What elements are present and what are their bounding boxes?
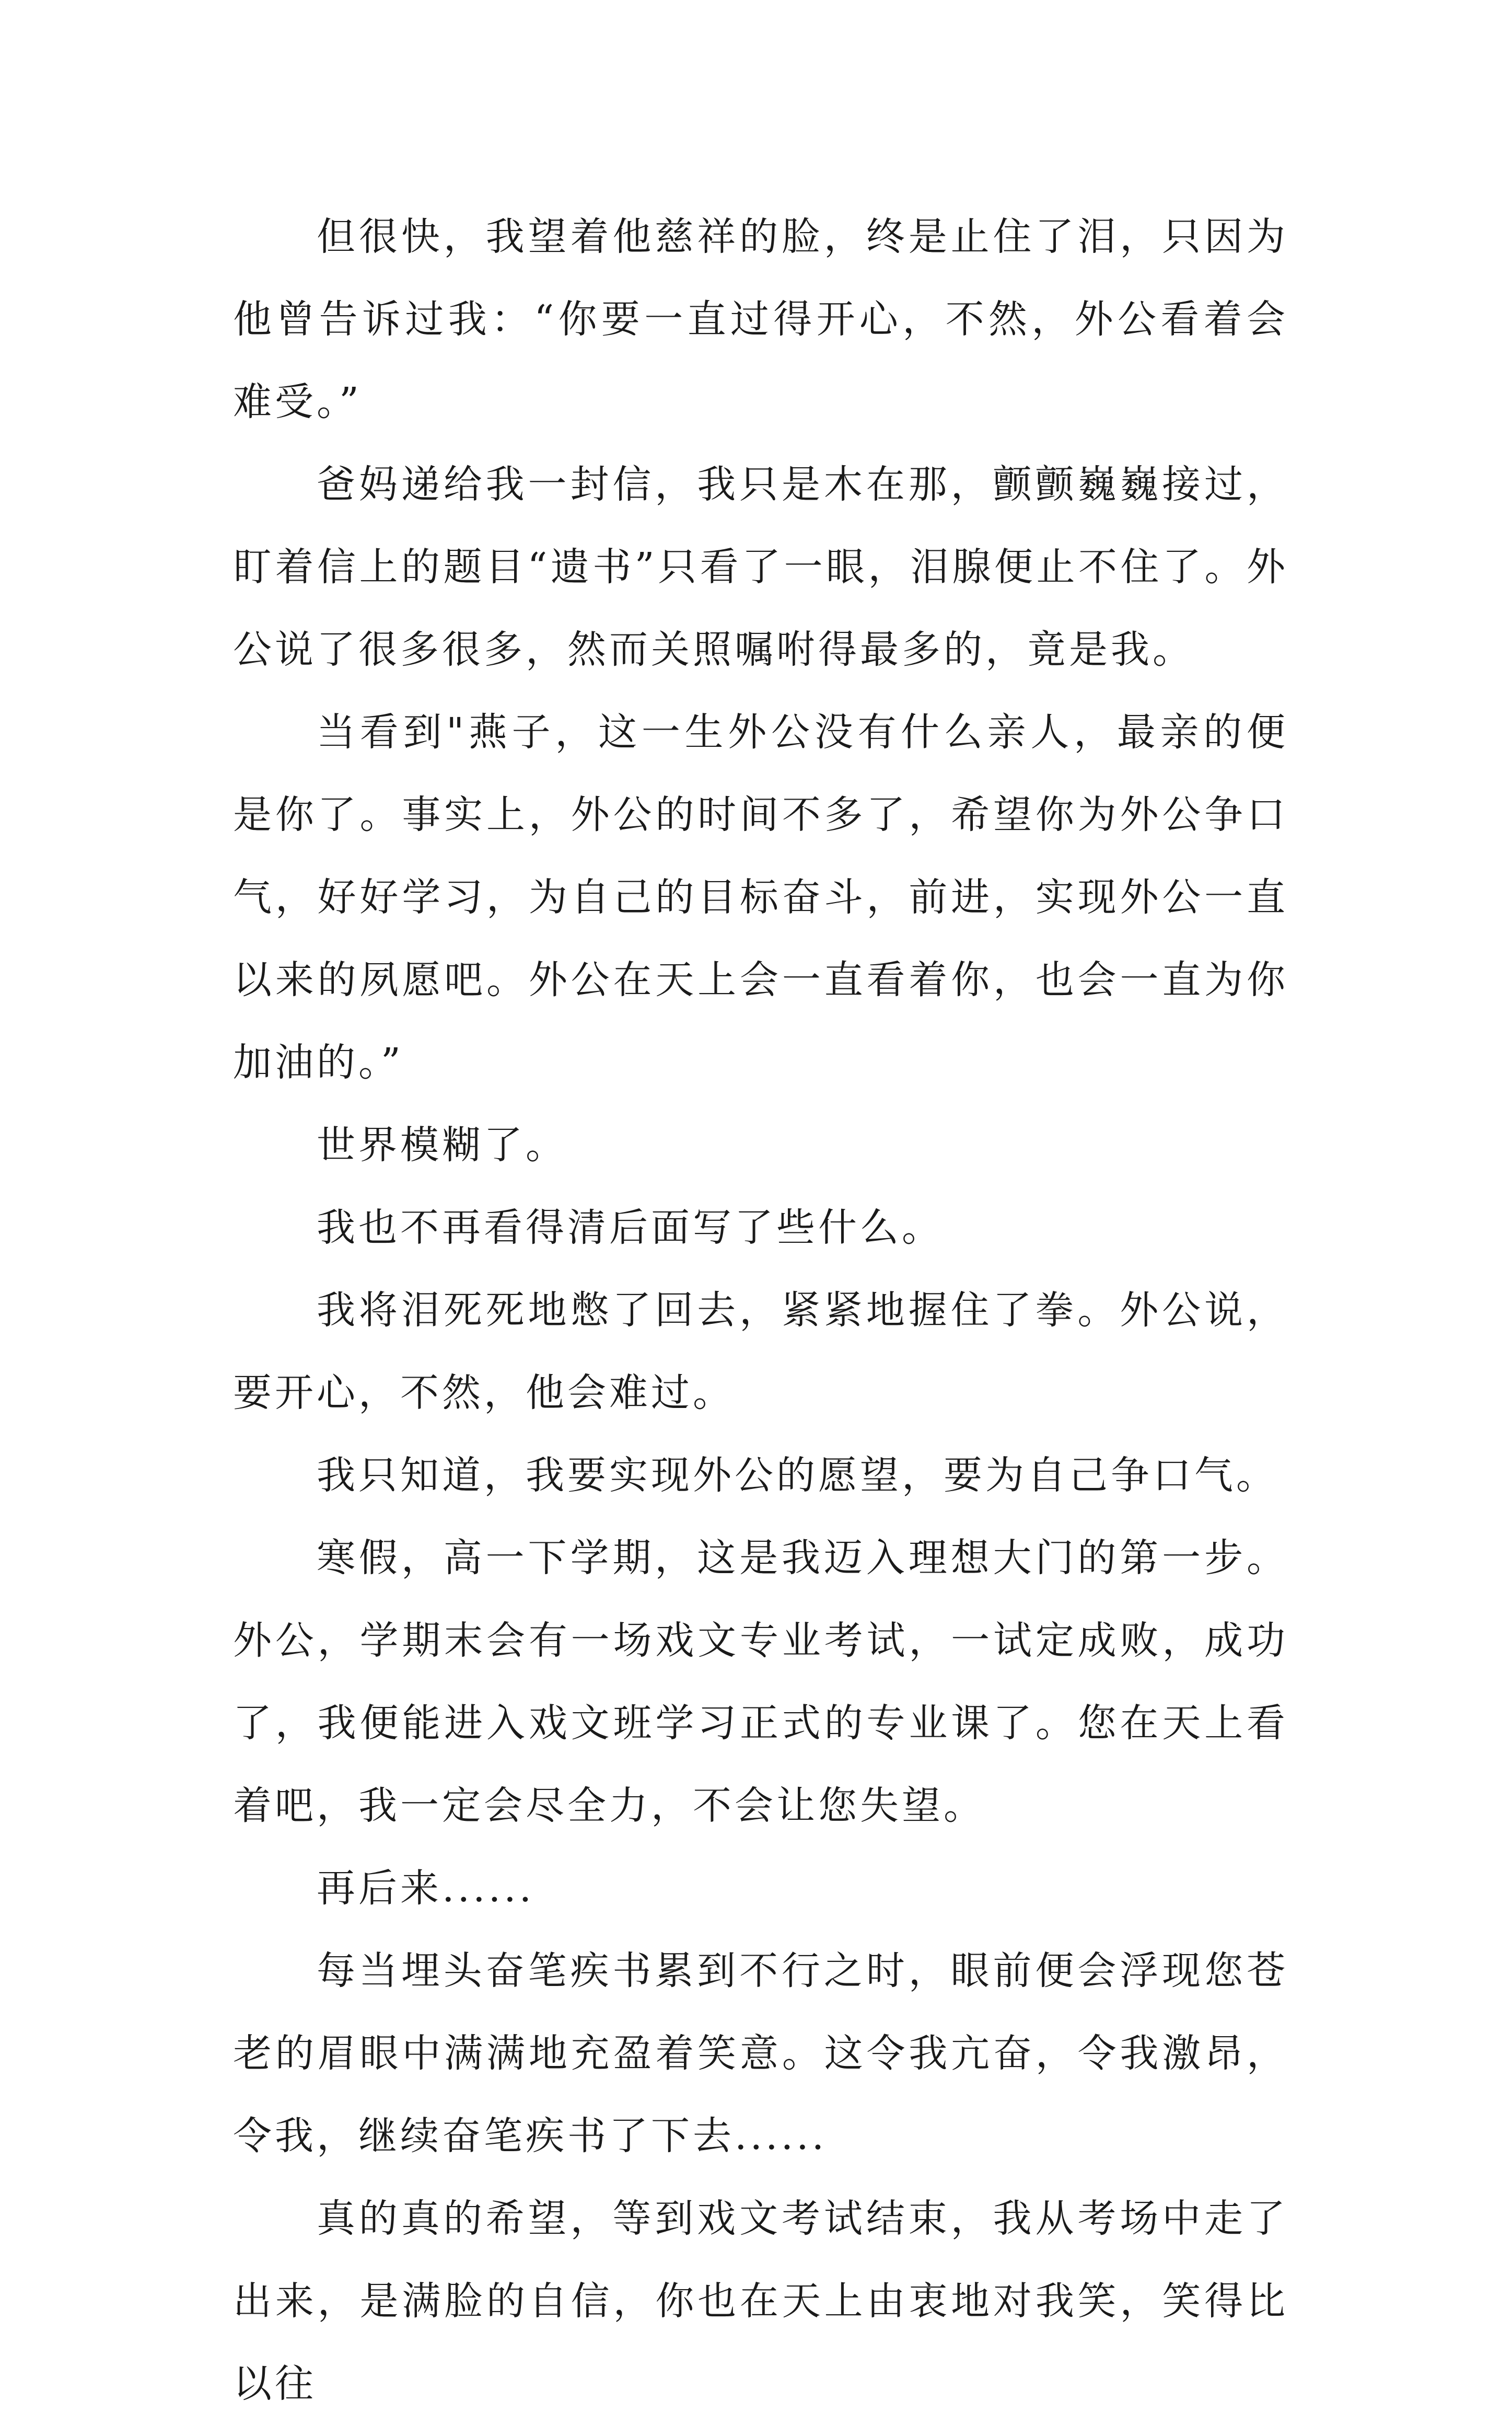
paragraph: 每当埋头奋笔疾书累到不行之时，眼前便会浮现您苍老的眉眼中满满地充盈着笑意。这令我亢奋，令我激昂，令我，继续奋笔疾书了下去......	[233, 1948, 1288, 2158]
paragraph: 爸妈递给我一封信，我只是木在那，颤颤巍巍接过，盯着信上的题目“遗书”只看了一眼，泪腺便止不住了。外公说了很多很多，然而关照嘱咐得最多的，竟是我。	[233, 462, 1288, 672]
paragraph: 寒假，高一下学期，这是我迈入理想大门的第一步。外公，学期末会有一场戏文专业考试，一试定成败，成功了，我便能进入戏文班学习正式的专业课了。您在天上看着吧，我一定会尽全力，不会让您失望。	[233, 1535, 1288, 1828]
paragraph: 世界模糊了。	[317, 1123, 567, 1168]
paragraph: 我将泪死死地憋了回去，紧紧地握住了拳。外公说，要开心，不然，他会难过。	[233, 1288, 1288, 1415]
paragraph: 真的真的希望，等到戏文考试结束，我从考场中走了出来，是满脸的自信，你也在天上由衷地对我笑，笑得比以往	[233, 2196, 1288, 2406]
paragraph: 我也不再看得清后面写了些什么。	[317, 1205, 944, 1250]
body-text	[233, 195, 1288, 2425]
paragraph: 当看到"燕子，这一生外公没有什么亲人，最亲的便是你了。事实上，外公的时间不多了，希望你为外公争口气，好好学习，为自己的目标奋斗，前进，实现外公一直以来的夙愿吧。外公在天上会一直看着你，也会一直为你加油的。”	[233, 710, 1288, 1085]
paragraph: 我只知道，我要实现外公的愿望，要为自己争口气。	[317, 1453, 1278, 1498]
paragraph: 再后来......	[317, 1866, 535, 1911]
paragraph: 但很快，我望着他慈祥的脸，终是止住了泪，只因为他曾告诉过我：“你要一直过得开心，不然，外公看着会难受。”	[233, 214, 1288, 424]
